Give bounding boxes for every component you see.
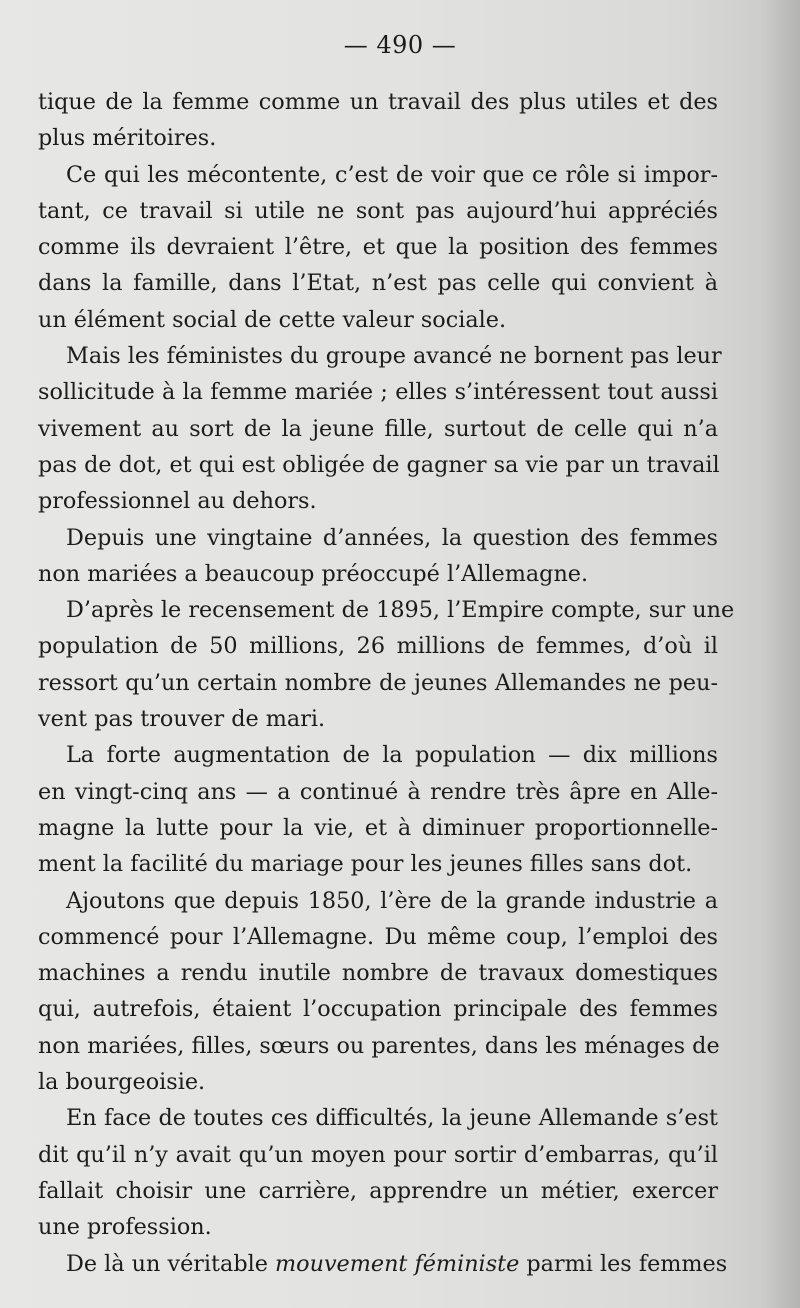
text-run: parmi les femmes (519, 1250, 728, 1277)
text-line: machines a rendu inutile nombre de travaux domestiques (38, 960, 718, 987)
text-line: une profession. (38, 1214, 212, 1241)
text-line: ressort qu’un certain nombre de jeunes Allemandes ne peu- (38, 669, 718, 696)
text-line: pas de dot, et qui est obligée de gagner sa vie par un travail (38, 451, 720, 478)
paragraph (38, 84, 718, 157)
paragraph (38, 338, 722, 519)
text-line: En face de toutes ces difficultés, la jeune Allemande s’est (66, 1105, 718, 1132)
text-line: en vingt-cinq ans — a continué à rendre très âpre en Alle- (38, 778, 718, 805)
paragraph (38, 1100, 718, 1245)
text-line: plus méritoires. (38, 125, 217, 152)
text-line: D’après le recensement de 1895, l’Empire compte, sur une (66, 597, 735, 624)
text-line: un élément social de cette valeur sociale. (38, 306, 507, 333)
text-line: non mariées a beaucoup préoccupé l’Allemagne. (38, 560, 589, 587)
text-line: sollicitude à la femme mariée ; elles s’intéressent tout aussi (38, 379, 718, 406)
text-line: Ce qui les mécontente, c’est de voir que ce rôle si impor- (66, 161, 718, 188)
paragraph (38, 737, 718, 882)
text-line: ment la facilité du mariage pour les jeunes filles sans dot. (38, 851, 693, 878)
text-line: qui, autrefois, étaient l’occupation principale des femmes (38, 996, 718, 1023)
text-line: La forte augmentation de la population — dix millions (66, 742, 718, 769)
paragraph (38, 157, 718, 338)
paragraph (38, 1246, 728, 1282)
text-line: Ajoutons que depuis 1850, l’ère de la grande industrie a (66, 887, 718, 914)
emphasized-text: mouvement féministe (275, 1250, 520, 1277)
text-run: De là un véritable (66, 1250, 276, 1277)
text-line: fallait choisir une carrière, apprendre un métier, exercer (38, 1177, 718, 1204)
body-text (38, 84, 735, 1282)
text-line (38, 1246, 728, 1282)
text-line: commencé pour l’Allemagne. Du même coup, l’emploi des (38, 923, 718, 950)
text-line: population de 50 millions, 26 millions de femmes, d’où il (38, 633, 718, 660)
text-line: comme ils devraient l’être, et que la position des femmes (38, 234, 718, 261)
text-line: dit qu’il n’y avait qu’un moyen pour sortir d’embarras, qu’il (38, 1141, 718, 1168)
page-number: — 490 — (343, 31, 457, 59)
text-line: vent pas trouver de mari. (38, 706, 326, 733)
text-line: magne la lutte pour la vie, et à diminuer proportionnelle- (38, 814, 718, 841)
text-line: dans la famille, dans l’Etat, n’est pas celle qui convient à (38, 270, 718, 297)
text-line: professionnel au dehors. (38, 488, 317, 515)
text-line: non mariées, filles, sœurs ou parentes, dans les ménages de (38, 1032, 720, 1059)
text-line: tant, ce travail si utile ne sont pas aujourd’hui appréciés (38, 197, 718, 224)
text-line: vivement au sort de la jeune fille, surtout de celle qui n’a (38, 415, 718, 442)
text-line: Depuis une vingtaine d’années, la question des femmes (66, 524, 718, 551)
text-line: la bourgeoisie. (38, 1069, 206, 1096)
text-line: tique de la femme comme un travail des plus utiles et des (38, 89, 718, 115)
paragraph (38, 520, 718, 593)
paragraph (38, 592, 735, 737)
text-line: Mais les féministes du groupe avancé ne bornent pas leur (66, 343, 722, 370)
paragraph (38, 883, 718, 1101)
